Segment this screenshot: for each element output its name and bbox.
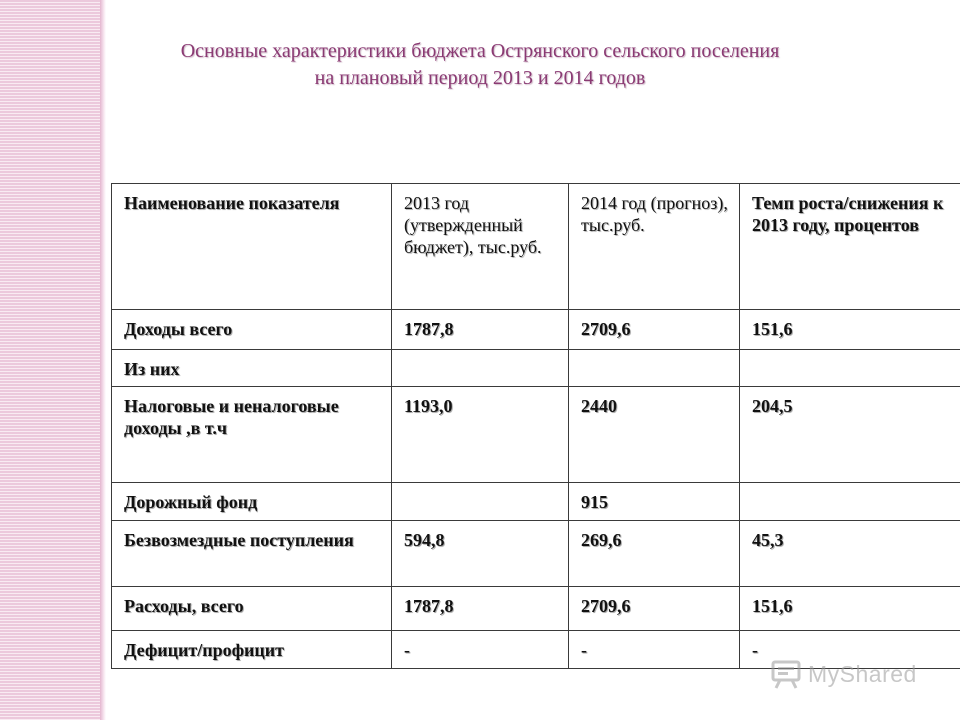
table-row [112, 310, 960, 350]
table-row [112, 587, 960, 631]
cell-2013: - [392, 631, 569, 669]
cell-2014 [569, 350, 740, 387]
cell-2014: - [569, 631, 740, 669]
cell-2014: 2440 [569, 387, 740, 483]
cell-rate: - [740, 631, 960, 669]
watermark-text: MyShared [808, 660, 917, 687]
slide-title [110, 38, 850, 92]
cell-2013: 1193,0 [392, 387, 569, 483]
cell-2013: 594,8 [392, 521, 569, 587]
cell-2014: 2709,6 [569, 310, 740, 350]
presentation-board-icon [770, 658, 802, 690]
budget-table [111, 183, 960, 669]
cell-2013: 1787,8 [392, 587, 569, 631]
table-row [112, 387, 960, 483]
table-header-row [112, 184, 960, 310]
header-growth-rate: Темп роста/снижения к 2013 году, процентов [740, 184, 960, 310]
title-line-1: Основные характеристики бюджета Острянского сельского поселения [180, 40, 780, 62]
cell-2014: 269,6 [569, 521, 740, 587]
cell-2013 [392, 483, 569, 521]
cell-rate: 45,3 [740, 521, 960, 587]
cell-2013 [392, 350, 569, 387]
header-indicator-name: Наименование показателя [112, 184, 392, 310]
cell-name: Расходы, всего [112, 587, 392, 631]
decorative-side-band [0, 0, 100, 720]
cell-name: Дорожный фонд [112, 483, 392, 521]
cell-2013: 1787,8 [392, 310, 569, 350]
cell-name: Из них [112, 350, 392, 387]
cell-rate: 204,5 [740, 387, 960, 483]
table-row [112, 483, 960, 521]
cell-2014: 2709,6 [569, 587, 740, 631]
cell-rate [740, 350, 960, 387]
cell-rate: 151,6 [740, 587, 960, 631]
cell-name: Налоговые и неналоговые доходы ,в т.ч [112, 387, 392, 483]
header-2014: 2014 год (прогноз), тыс.руб. [569, 184, 740, 310]
table-row [112, 350, 960, 387]
cell-name: Безвозмездные поступления [112, 521, 392, 587]
title-line-2: на плановый период 2013 и 2014 годов [314, 67, 646, 89]
cell-name: Доходы всего [112, 310, 392, 350]
cell-name: Дефицит/профицит [112, 631, 392, 669]
cell-rate: 151,6 [740, 310, 960, 350]
table-row [112, 521, 960, 587]
cell-2014: 915 [569, 483, 740, 521]
header-2013: 2013 год (утвержденный бюджет), тыс.руб. [392, 184, 569, 310]
decorative-side-edge [100, 0, 106, 720]
cell-rate [740, 483, 960, 521]
watermark [770, 656, 917, 692]
